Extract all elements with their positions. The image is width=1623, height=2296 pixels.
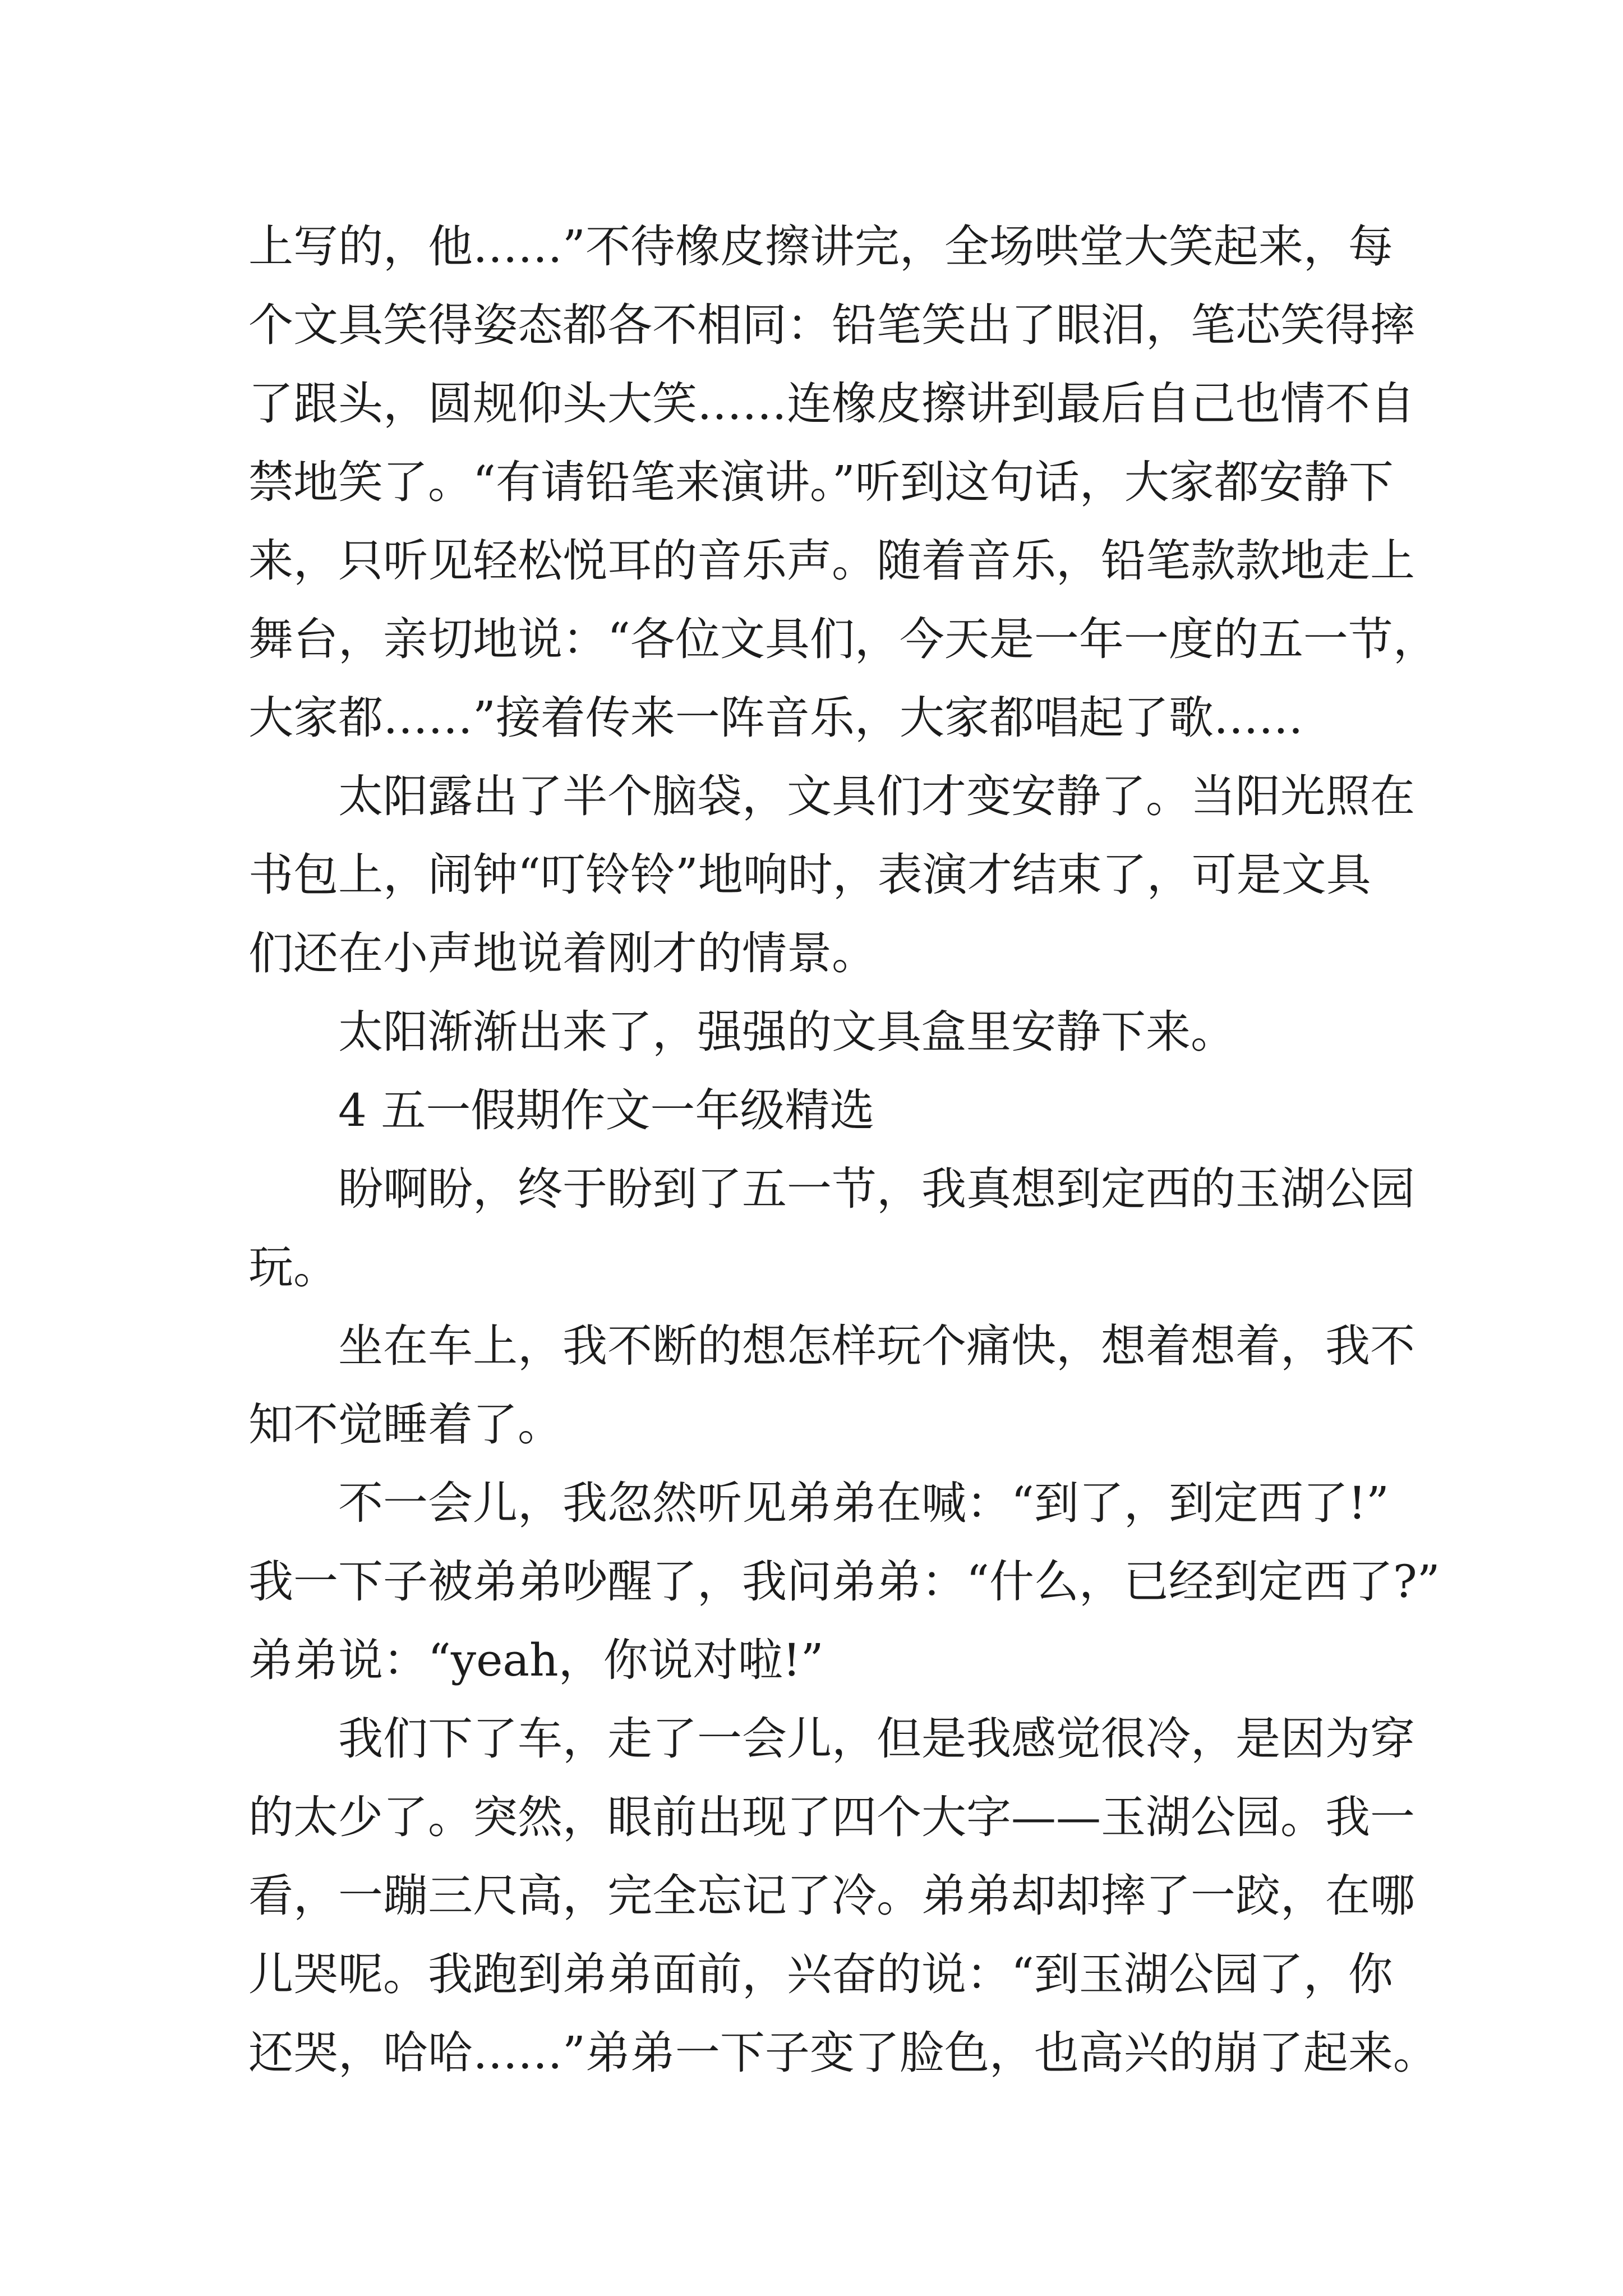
text-line: 上写的，他……”不待橡皮擦讲完，全场哄堂大笑起来，每 [248,220,1393,273]
text-line: 来，只听见轻松悦耳的音乐声。随着音乐，铅笔款款地走上 [248,535,1415,587]
section-heading [248,1071,1432,1150]
paragraph-1 [248,208,1438,757]
text-line: 大家都……”接着传来一阵音乐，大家都唱起了歌…… [248,692,1303,744]
text-line: 太阳露出了半个脑袋，文具们才变安静了。当阳光照在 [338,770,1415,822]
text-line: 禁地笑了。“有请铅笔来演讲。”听到这句话，大家都安静下 [248,456,1394,508]
paragraph-8 [248,1700,1438,2092]
paragraph-6 [248,1307,1432,1464]
text-line: 书包上，闹钟“叮铃铃”地响时，表演才结束了，可是文具 [248,849,1371,901]
text-line: 弟弟说：“yeah，你说对啦!” [248,1634,824,1686]
text-line: 知不觉睡着了。 [248,1398,562,1451]
heading-line: 4 五一假期作文一年级精选 [338,1084,875,1137]
paragraph-7 [248,1464,1440,1700]
text-line: 看，一蹦三尺高，完全忘记了冷。弟弟却却摔了一跤，在哪 [248,1870,1415,1922]
text-line: 太阳渐渐出来了，强强的文具盒里安静下来。 [338,1006,1235,1058]
text-line: 们还在小声地说着刚才的情景。 [248,927,877,979]
text-line: 舞台，亲切地说：“各位文具们，今天是一年一度的五一节， [248,613,1438,665]
body-text [248,208,1440,2092]
paragraph-3 [248,993,1432,1071]
text-line: 的太少了。突然，眼前出现了四个大字——玉湖公园。我一 [248,1791,1415,1843]
text-line: 我们下了车，走了一会儿，但是我感觉很冷，是因为穿 [338,1713,1415,1765]
text-line: 了跟头，圆规仰头大笑……连橡皮擦讲到最后自己也情不自 [248,378,1415,430]
text-line: 不一会儿，我忽然听见弟弟在喊：“到了，到定西了!” [338,1477,1389,1529]
text-line: 盼啊盼，终于盼到了五一节，我真想到定西的玉湖公园 [338,1163,1415,1215]
text-line: 我一下子被弟弟吵醒了，我问弟弟：“什么，已经到定西了?” [248,1556,1440,1608]
text-line: 儿哭呢。我跑到弟弟面前，兴奋的说：“到玉湖公园了，你 [248,1948,1393,2000]
text-line: 个文具笑得姿态都各不相同：铅笔笑出了眼泪，笔芯笑得摔 [248,299,1415,351]
text-line: 坐在车上，我不断的想怎样玩个痛快，想着想着，我不 [338,1320,1415,1372]
text-line: 还哭，哈哈……”弟弟一下子变了脸色，也高兴的崩了起来。 [248,2027,1438,2079]
paragraph-5 [248,1150,1432,1307]
text-line: 玩。 [248,1241,338,1294]
paragraph-2 [248,757,1432,993]
